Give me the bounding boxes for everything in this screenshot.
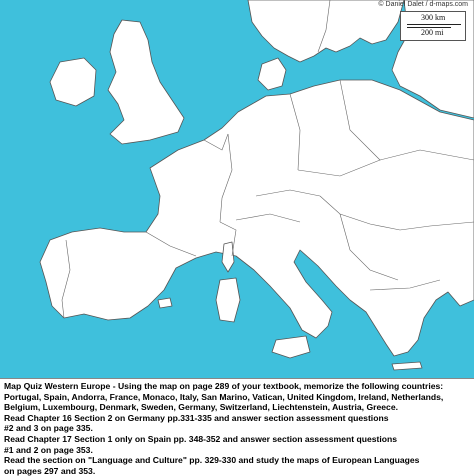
scale-km-bar bbox=[407, 24, 461, 25]
instruction-line: on pages 297 and 353. bbox=[4, 465, 96, 476]
instruction-line: Read the section on "Language and Culture" pp. 329-330 and study the maps of European Languages bbox=[4, 455, 420, 466]
scale-km-label: 300 km bbox=[421, 13, 446, 22]
instruction-line: Read Chapter 16 Section 2 on Germany pp.331-335 and answer section assessment questions bbox=[4, 412, 389, 423]
instruction-line: Map Quiz Western Europe - Using the map on page 289 of your textbook, memorize the following countries: bbox=[4, 381, 444, 391]
balearic-land bbox=[158, 298, 172, 308]
scale-mi-label: 200 mi bbox=[421, 28, 444, 37]
instruction-line: Portugal, Spain, Andorra, France, Monaco, Italy, San Marino, Vatican, United Kingdom, Ireland, Netherlands, bbox=[4, 391, 444, 402]
map-credit: © Daniel Dalet / d-maps.com bbox=[378, 1, 468, 8]
instruction-line: Belgium, Luxembourg, Denmark, Sweden, Germany, Switzerland, Liechtenstein, Austria, Greece. bbox=[4, 402, 398, 413]
instruction-line: #2 and 3 on page 335. bbox=[4, 423, 93, 434]
instruction-line: Read Chapter 17 Section 1 only on Spain pp. 348-352 and answer section assessment questions bbox=[4, 433, 398, 444]
instruction-line: #1 and 2 on page 353. bbox=[4, 444, 93, 455]
quiz-instructions bbox=[0, 378, 474, 475]
map-scale bbox=[400, 11, 466, 41]
